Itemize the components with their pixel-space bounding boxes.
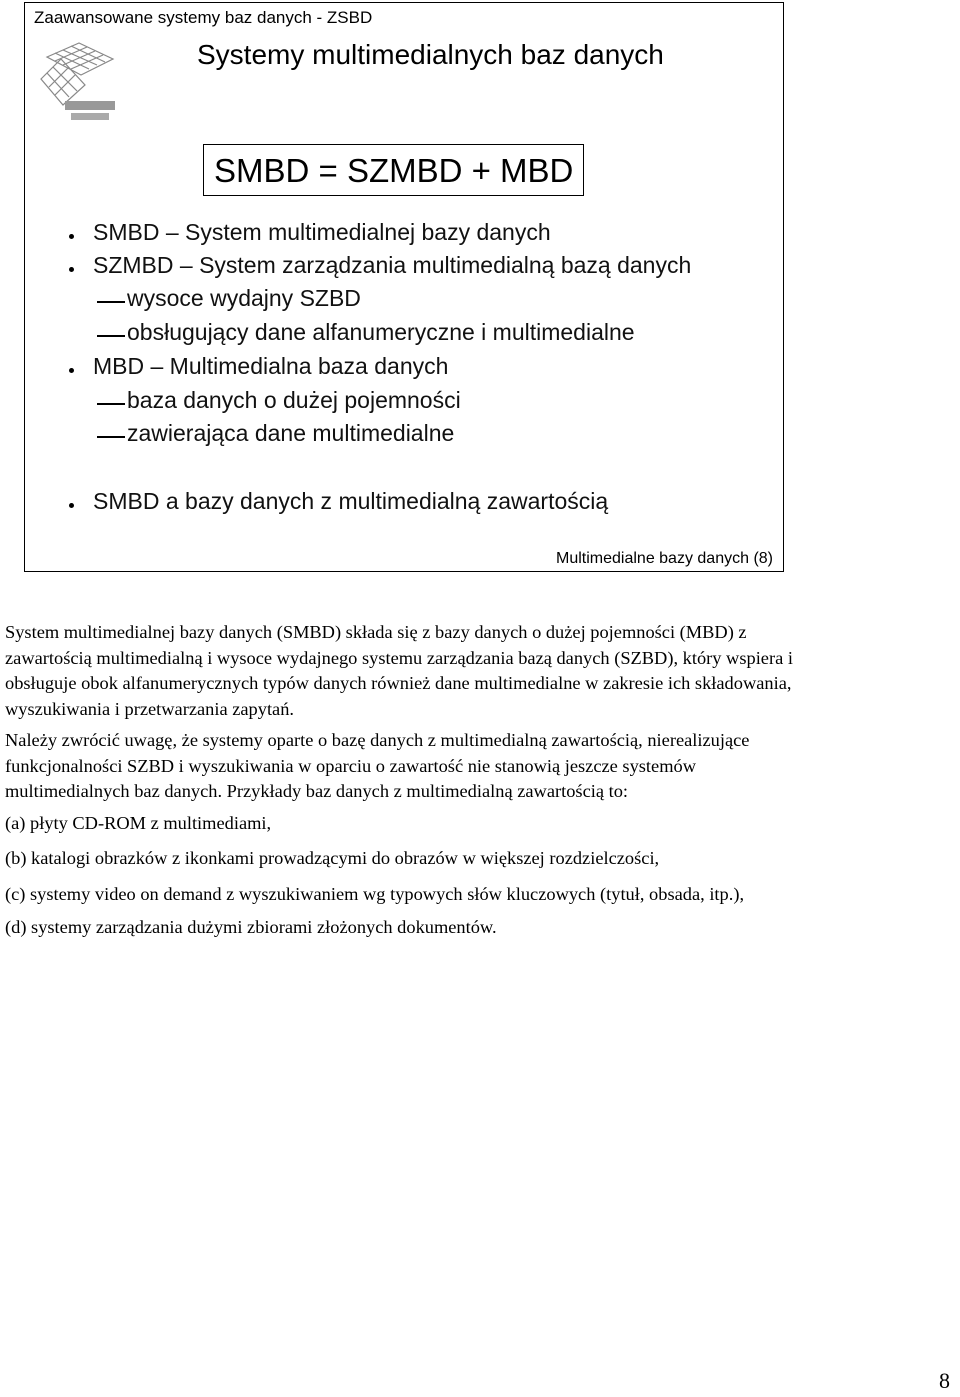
bullet-dot-icon <box>69 368 74 373</box>
dash-icon <box>97 436 125 438</box>
paragraph: System multimedialnej bazy danych (SMBD) składa się z bazy danych o dużej pojemności (MBD) z zawartością multimedialną i wysoce wydajnego systemu zarządzania bazą danych (SZBD), który wspiera i obsługuje obok alfanumerycznych typów danych również dane multimedialne w zakresie ich składowania, wyszukiwania i przetwarzania zapytań. <box>5 622 793 719</box>
university-logo-icon <box>39 39 119 129</box>
slide-header: Zaawansowane systemy baz danych - ZSBD <box>34 8 373 27</box>
bullet-dot-icon <box>69 267 74 272</box>
equation-box: SMBD = SZMBD + MBD <box>203 144 584 196</box>
list-item: (c) systemy video on demand z wyszukiwaniem wg typowych słów kluczowych (tytuł, obsada, itp.), <box>5 883 745 904</box>
list-item: (d) systemy zarządzania dużymi zbiorami złożonych dokumentów. <box>5 917 497 937</box>
list-item: (a) płyty CD-ROM z multimediami, <box>5 812 272 833</box>
bullet-dot-icon <box>69 234 74 239</box>
bullet-dot-icon <box>69 503 74 508</box>
slide-footer: Multimedialne bazy danych (8) <box>556 550 773 567</box>
page-number: 8 <box>939 1368 950 1393</box>
dash-icon <box>97 335 125 337</box>
dash-icon <box>97 403 125 405</box>
notes-text <box>5 620 815 947</box>
list-item: (b) katalogi obrazków z ikonkami prowadzącymi do obrazów w większej rozdzielczości, <box>5 848 660 868</box>
dash-icon <box>97 301 125 303</box>
paragraph: Należy zwrócić uwagę, że systemy oparte o bazę danych z multimedialną zawartością, nierealizujące funkcjonalności SZBD i wyszukiwania w oparciu o zawartość nie stanowią jeszcze systemów multimedialnych baz danych. Przykłady baz danych z multimedialną zawartością to: <box>5 730 750 801</box>
slide-title: Systemy multimedialnych baz danych <box>197 39 664 70</box>
slide-frame: Zaawansowane systemy baz danych - ZSBD Systemy multimedialnych baz danych SMBD = SZMBD + MBD SMBD – System multimedialnej bazy danych SZMBD – System zarządzania multimedialną bazą danych wysoce wydajny SZBD obsługujący dane alfanumeryczne i multimedialne MBD – Multimedialna baza danych baza danych o dużej pojemności zawierająca dane multimedialne SMBD a bazy danych z multimedialną zawartością Multimedialne bazy danych (8) <box>24 2 784 572</box>
